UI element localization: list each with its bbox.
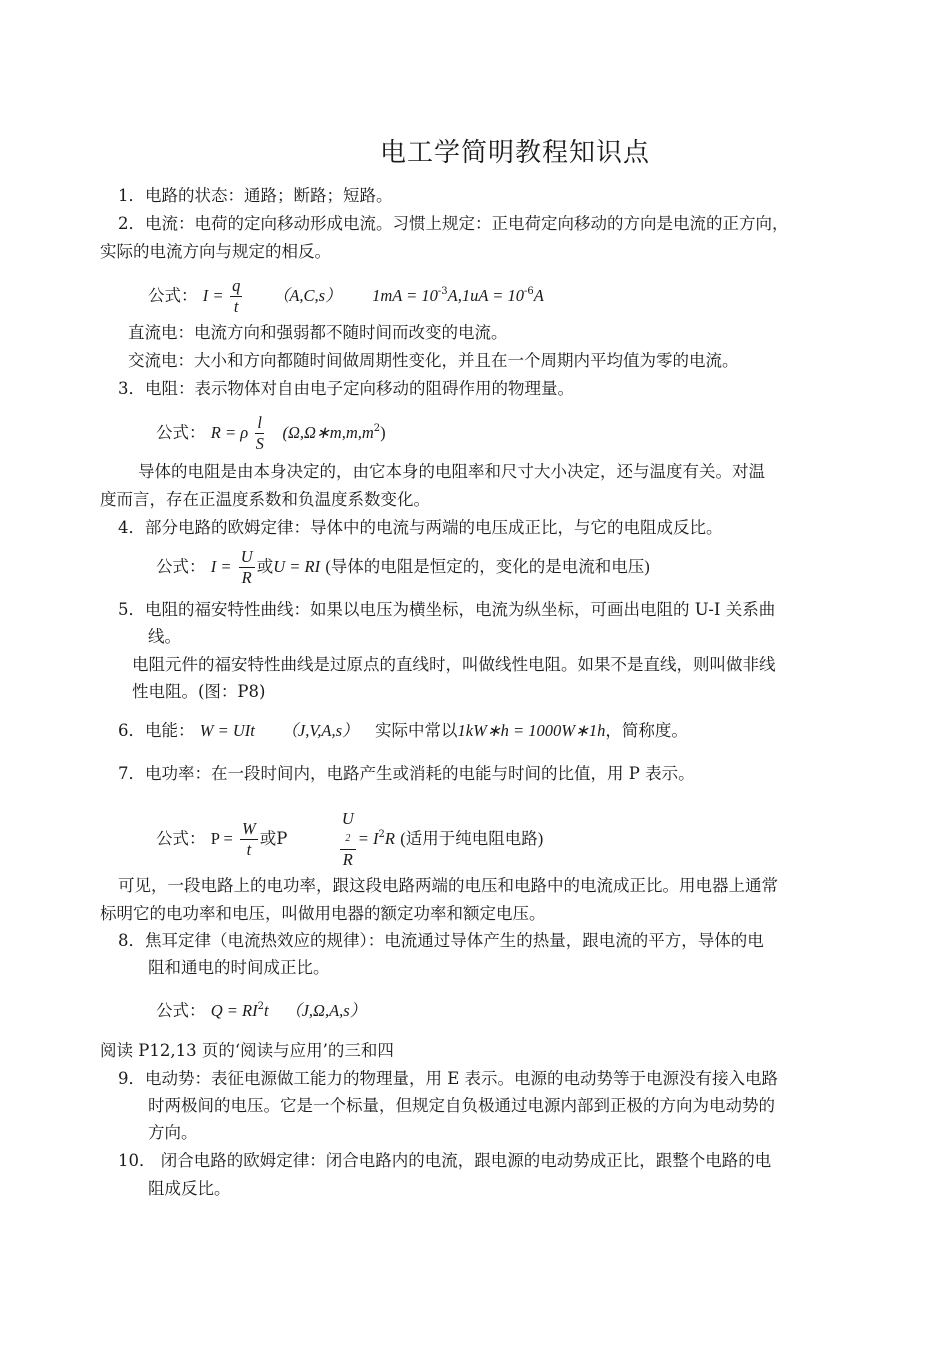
exponent: -6 [524, 286, 534, 297]
dc-definition: 直流电：电流方向和强弱都不随时间而改变的电流。 [128, 323, 508, 342]
ac-definition: 交流电：大小和方向都随时间做周期性变化，并且在一个周期内平均值为零的电流。 [128, 351, 739, 370]
formula-units: （A,C,s） [272, 286, 342, 305]
formula-symbol: I = [210, 557, 232, 576]
item-2-line-2: 实际的电流方向与规定的相反。 [100, 242, 331, 261]
power-note-line-1: 可见，一段电路上的电功率，跟这段电路两端的电压和电路中的电流成正比。用电器上通常 [118, 876, 778, 895]
fraction [230, 276, 242, 317]
item-8-line-2: 阻和通电的时间成正比。 [148, 958, 330, 977]
formula-symbol: Q = RI [210, 1001, 258, 1020]
item-9-line-2: 时两极间的电压。它是一个标量，但规定自负极通过电源内部到正极的方向为电动势的 [148, 1096, 775, 1115]
fraction [239, 547, 255, 588]
fraction-denominator: t [233, 297, 239, 316]
formula-symbol: I [202, 286, 209, 305]
exponent: 2 [257, 1001, 264, 1012]
fraction-numerator: U 2 [340, 809, 356, 850]
formula-resistance [156, 409, 386, 454]
formula-current [148, 272, 544, 317]
formula-symbol: P = [210, 829, 233, 848]
formula-units: （J,Ω,A,s） [285, 1001, 367, 1020]
energy-formula: W = UIt [199, 721, 255, 740]
formula-conversion: 1mA = 10 [372, 286, 438, 305]
item-1: 1．电路的状态：通路；断路；短路。 [118, 186, 393, 205]
power-note-line-2: 标明它的电功率和电压，叫做用电器的额定功率和额定电压。 [100, 904, 546, 923]
fraction [255, 413, 264, 454]
item-2-line-1: 2．电流：电荷的定向移动形成电流。习惯上规定：正电荷定向移动的方向是电流的正方向， [118, 214, 789, 233]
formula-units-close: ) [380, 423, 386, 442]
item-10-line-2: 阻成反比。 [148, 1179, 231, 1198]
formula-note: (适用于纯电阻电路) [400, 829, 544, 848]
exponent: 2 [378, 829, 385, 840]
formula-ohm [156, 547, 650, 588]
formula-label: 公式： [156, 557, 206, 576]
fraction-denominator: S [255, 434, 264, 453]
item-6-text: 实际中常以 [375, 721, 458, 740]
kwh-formula: 1kW∗h = 1000W∗1h [457, 721, 606, 740]
fraction [340, 809, 356, 870]
fraction-denominator: t [246, 840, 252, 859]
formula-label: 公式： [156, 423, 206, 442]
fraction-numerator: l [257, 413, 262, 432]
resistance-note-line-2: 度而言，存在正温度系数和负温度系数变化。 [100, 490, 430, 509]
item-5-line-4: 性电阻。(图：P8) [132, 682, 266, 701]
item-8-line-1: 8．焦耳定律（电流热效应的规律）：电流通过导体产生的热量，跟电流的平方，导体的电 [118, 931, 764, 950]
item-5-line-3: 电阻元件的福安特性曲线是过原点的直线时，叫做线性电阻。如果不是直线，则叫做非线 [132, 655, 776, 674]
formula-power [156, 809, 543, 870]
fraction-denominator: R [342, 850, 353, 869]
item-9-line-1: 9．电动势：表征电源做工能力的物理量，用 E 表示。电源的电动势等于电源没有接入电路 [118, 1069, 779, 1088]
formula-alt: U = RI [273, 557, 321, 576]
item-4: 4．部分电路的欧姆定律：导体中的电流与两端的电压成正比，与它的电阻成反比。 [118, 518, 723, 537]
page-title: 电工学简明教程知识点 [379, 138, 650, 168]
item-6-text-end: ，简称度。 [605, 721, 688, 740]
item-5-line-2: 线。 [148, 627, 181, 646]
formula-conversion-c: A [533, 286, 544, 305]
formula-equals: = [213, 286, 223, 305]
fraction-numerator: W [242, 819, 256, 838]
item-6-label: 6．电能： [118, 721, 195, 740]
exponent: 2 [373, 423, 381, 434]
formula-or: 或 [256, 557, 274, 576]
item-5-line-1: 5．电阻的福安特性曲线：如果以电压为横坐标，电流为纵坐标，可画出电阻的 U-I 关系曲 [118, 600, 776, 619]
item-7: 7．电功率：在一段时间内，电路产生或消耗的电能与时间的比值，用 P 表示。 [118, 764, 695, 783]
formula-label: 公式： [156, 1001, 206, 1020]
item-9-line-3: 方向。 [148, 1123, 198, 1142]
item-3: 3．电阻：表示物体对自由电子定向移动的阻碍作用的物理量。 [118, 379, 574, 398]
formula-or: 或P [259, 829, 288, 848]
fraction-numerator: q [232, 276, 241, 295]
fraction-numerator: U [240, 547, 253, 566]
reading-note: 阅读 P12,13 页的‘阅读与应用’的三和四 [100, 1041, 394, 1060]
formula-label: 公式： [156, 829, 206, 848]
formula-joule [156, 997, 366, 1021]
fraction [240, 819, 258, 860]
formula-symbol: R = ρ [210, 423, 249, 442]
resistance-note-line-1: 导体的电阻是由本身决定的，由它本身的电阻率和尺寸大小决定，还与温度有关。对温 [138, 462, 765, 481]
energy-units: （J,V,A,s） [281, 721, 359, 740]
formula-alt: = I [357, 829, 379, 848]
item-6 [118, 721, 688, 741]
item-10-line-1: 10． 闭合电路的欧姆定律：闭合电路内的电流，跟电源的电动势成正比，跟整个电路的电 [118, 1151, 772, 1170]
exponent: -3 [437, 286, 448, 297]
formula-units: (Ω,Ω∗m,m,m [282, 423, 374, 442]
formula-label: 公式： [148, 286, 198, 305]
formula-note: (导体的电阻是恒定的，变化的是电流和电压) [325, 557, 650, 576]
formula-conversion-b: A,1uA = 10 [447, 286, 525, 305]
formula-t: t [264, 1001, 269, 1020]
fraction-denominator: R [241, 568, 252, 587]
formula-alt-r: R [384, 829, 396, 848]
